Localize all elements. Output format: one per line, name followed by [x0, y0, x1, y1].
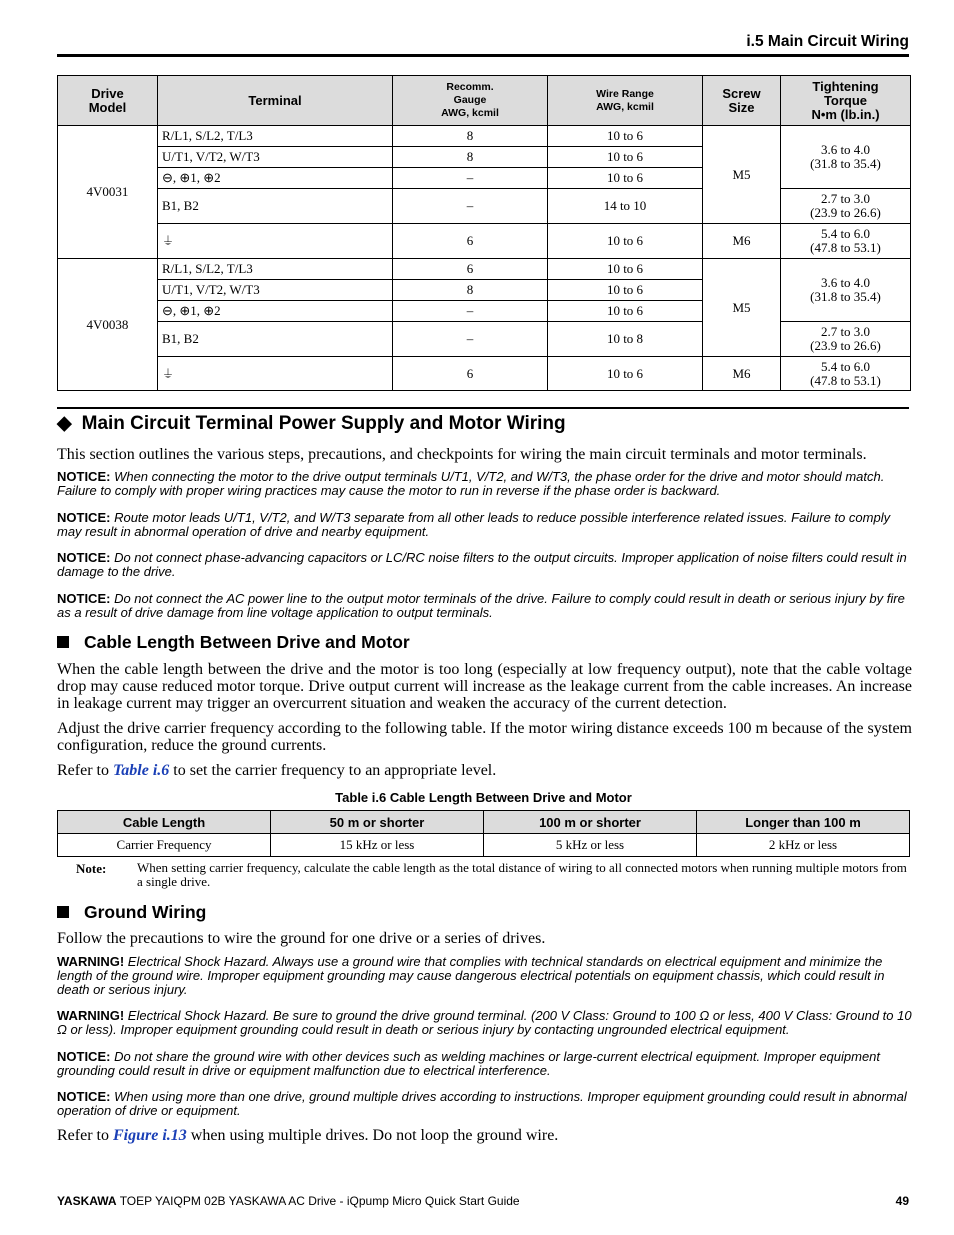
- section-heading-cable-length: Cable Length Between Drive and Motor: [57, 631, 410, 653]
- cable-paragraph-1: When the cable length between the drive and the motor is too long (especially at low frequency output), note that the cable voltage drop may cause reduced motor torque. Drive output current will increase as the leakage current from the cable increases. An increase in leakage current may trigger an overcurrent situation and weaken the accuracy of the current detection.: [57, 661, 912, 712]
- range-cell: 10 to 6: [548, 357, 703, 391]
- screw-cell: M5: [703, 126, 781, 224]
- section-heading-ground-wiring: Ground Wiring: [57, 901, 206, 923]
- col-header: Longer than 100 m: [697, 811, 910, 834]
- terminal-cell: B1, B2: [158, 189, 393, 224]
- table-cell: 15 kHz or less: [271, 834, 484, 857]
- warning-ground-terminal: WARNING! Electrical Shock Hazard. Be sure to ground the drive ground terminal. (200 V Class: Ground to 100 Ω or less, 400 V Class: Ground to 10 Ω or less). Improper equipment grounding could result in death or serious injury by contacting ungrounded electrical equipment.: [57, 1008, 912, 1037]
- table-cell: Carrier Frequency: [58, 834, 271, 857]
- notice-ac-power: NOTICE: Do not connect the AC power line to the output motor terminals of the drive. Failure to comply could result in death or serious injury by fire as a result of drive damage from line voltage application to output terminals.: [57, 591, 905, 620]
- terminal-cell: ⊖, ⊕1, ⊕2: [158, 168, 393, 189]
- intro-paragraph: This section outlines the various steps, precautions, and checkpoints for wiring the main circuit terminals and motor terminals.: [57, 446, 867, 463]
- range-cell: 10 to 6: [548, 301, 703, 322]
- table-row: [58, 189, 911, 224]
- screw-cell: M6: [703, 224, 781, 259]
- range-cell: 10 to 6: [548, 147, 703, 168]
- page-header-title: i.5 Main Circuit Wiring: [746, 33, 909, 50]
- section-heading-main-circuit: ◆ Main Circuit Terminal Power Supply and Motor Wiring: [57, 410, 566, 438]
- torque-cell: 2.7 to 3.0 (23.9 to 26.6): [781, 189, 911, 224]
- screw-cell: M6: [703, 357, 781, 391]
- note-label: Note:: [76, 861, 107, 876]
- terminal-cell: B1, B2: [158, 322, 393, 357]
- notice-phase-order: NOTICE: When connecting the motor to the drive output terminals U/T1, V/T2, and W/T3, the phase order for the drive and motor should match. Failure to comply with proper wiring practices may cause the motor to run in reverse if the phase order is backward.: [57, 469, 885, 498]
- wire-spec-table: [57, 75, 911, 391]
- cable-paragraph-3: Refer to Table i.6 to set the carrier frequency to an appropriate level.: [57, 762, 497, 779]
- gauge-cell: –: [393, 322, 548, 357]
- col-header-screw-size: Screw Size: [703, 76, 781, 126]
- terminal-cell: ⊖, ⊕1, ⊕2: [158, 301, 393, 322]
- terminal-cell: R/L1, S/L2, T/L3: [158, 259, 393, 280]
- torque-cell: 3.6 to 4.0 (31.8 to 35.4): [781, 126, 911, 189]
- drive-model-cell: 4V0038: [58, 259, 158, 391]
- table-row: [58, 126, 911, 147]
- terminal-cell: [158, 357, 393, 391]
- gauge-cell: –: [393, 168, 548, 189]
- warning-ground-wire: WARNING! Electrical Shock Hazard. Always use a ground wire that complies with technical standards on electrical equipment and minimize the length of the ground wire. Improper equipment grounding may cause dangerous electrical potentials on equipment chassis, which could result in death or serious injury.: [57, 954, 885, 997]
- terminal-cell: [158, 224, 393, 259]
- col-header: 50 m or shorter: [271, 811, 484, 834]
- ground-intro: Follow the precautions to wire the ground for one drive or a series of drives.: [57, 930, 546, 947]
- square-bullet-icon: [57, 906, 69, 918]
- table-row: [58, 322, 911, 357]
- header-rule: [57, 54, 909, 57]
- gauge-cell: 8: [393, 126, 548, 147]
- torque-cell: 2.7 to 3.0 (23.9 to 26.6): [781, 322, 911, 357]
- table-cell: 5 kHz or less: [484, 834, 697, 857]
- diamond-icon: ◆: [57, 413, 72, 434]
- col-header-gauge: Recomm. Gauge AWG, kcmil: [393, 76, 548, 126]
- notice-multiple-drives: NOTICE: When using more than one drive, ground multiple drives according to instructions. Improper equipment grounding could result in abnormal operation of drive or equipment.: [57, 1089, 907, 1118]
- table-row: [58, 357, 911, 391]
- range-cell: 10 to 6: [548, 224, 703, 259]
- gauge-cell: 6: [393, 259, 548, 280]
- table-i6-link[interactable]: Table i.6: [112, 762, 170, 779]
- table-row: [58, 224, 911, 259]
- ground-icon: ⏚: [162, 234, 175, 248]
- terminal-cell: U/T1, V/T2, W/T3: [158, 280, 393, 301]
- table-cell: 2 kHz or less: [697, 834, 910, 857]
- section-rule: [57, 407, 909, 409]
- gauge-cell: 6: [393, 224, 548, 259]
- terminal-cell: U/T1, V/T2, W/T3: [158, 147, 393, 168]
- terminal-cell: R/L1, S/L2, T/L3: [158, 126, 393, 147]
- notice-capacitors: NOTICE: Do not connect phase-advancing capacitors or LC/RC noise filters to the output circuits. Improper application of noise filters could result in damage to the drive.: [57, 550, 907, 579]
- col-header-drive-model: Drive Model: [58, 76, 158, 126]
- notice-route-leads: NOTICE: Route motor leads U/T1, V/T2, and W/T3 separate from all other leads to reduce possible interference related issues. Failure to comply may result in abnormal operation of drive and nearby equipment.: [57, 510, 891, 539]
- screw-cell: M5: [703, 259, 781, 357]
- page-number: 49: [895, 1194, 909, 1208]
- col-header-wire-range: Wire Range AWG, kcmil: [548, 76, 703, 126]
- col-header: 100 m or shorter: [484, 811, 697, 834]
- range-cell: 10 to 6: [548, 259, 703, 280]
- range-cell: 10 to 6: [548, 280, 703, 301]
- square-bullet-icon: [57, 636, 69, 648]
- range-cell: 14 to 10: [548, 189, 703, 224]
- col-header: Cable Length: [58, 811, 271, 834]
- gauge-cell: 8: [393, 147, 548, 168]
- gauge-cell: –: [393, 189, 548, 224]
- ground-reference: Refer to Figure i.13 when using multiple drives. Do not loop the ground wire.: [57, 1127, 559, 1144]
- cable-length-table: [57, 810, 910, 857]
- ground-icon: ⏚: [162, 366, 175, 381]
- col-header-torque: Tightening Torque N•m (lb.in.): [781, 76, 911, 126]
- table-row: [58, 834, 910, 857]
- table-row: [58, 259, 911, 280]
- table-caption: Table i.6 Cable Length Between Drive and Motor: [335, 790, 632, 805]
- cable-paragraph-2: Adjust the drive carrier frequency according to the following table. If the motor wiring distance exceeds 100 m because of the system configuration, reduce the ground currents.: [57, 720, 912, 754]
- torque-cell: 3.6 to 4.0 (31.8 to 35.4): [781, 259, 911, 322]
- range-cell: 10 to 6: [548, 168, 703, 189]
- footer-doc-title: YASKAWA TOEP YAIQPM 02B YASKAWA AC Drive - iQpump Micro Quick Start Guide: [57, 1194, 520, 1208]
- notice-share-ground: NOTICE: Do not share the ground wire with other devices such as welding machines or large-current electrical equipment. Improper equipment grounding could result in drive or equipment malfunction due to electrical interference.: [57, 1049, 881, 1078]
- gauge-cell: 6: [393, 357, 548, 391]
- range-cell: 10 to 6: [548, 126, 703, 147]
- torque-cell: 5.4 to 6.0 (47.8 to 53.1): [781, 224, 911, 259]
- gauge-cell: 8: [393, 280, 548, 301]
- range-cell: 10 to 8: [548, 322, 703, 357]
- col-header-terminal: Terminal: [158, 76, 393, 126]
- torque-cell: 5.4 to 6.0 (47.8 to 53.1): [781, 357, 911, 391]
- note-text: When setting carrier frequency, calculate the cable length as the total distance of wiring to all connected motors when running multiple motors from a single drive.: [137, 860, 907, 889]
- gauge-cell: –: [393, 301, 548, 322]
- figure-i13-link[interactable]: Figure i.13: [112, 1127, 187, 1144]
- drive-model-cell: 4V0031: [58, 126, 158, 259]
